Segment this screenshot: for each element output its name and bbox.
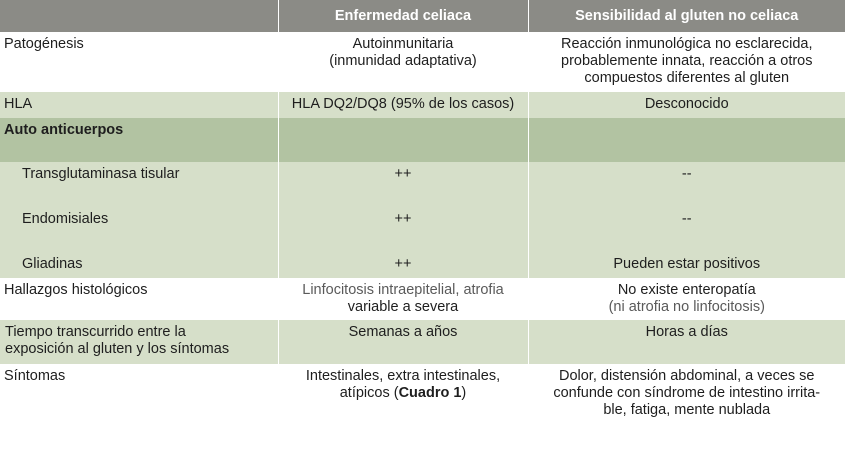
table-row-endomisiales (0, 207, 845, 252)
cell-line: Autoinmunitaria (352, 36, 454, 52)
row-label (0, 320, 278, 364)
header-empty (0, 0, 278, 32)
cuadro-reference: Cuadro 1 (398, 385, 462, 401)
cell-line: probablemente innata, reacción a otros (561, 53, 813, 69)
text-segment: ) (461, 385, 467, 401)
cell-celiaca: Semanas a años (278, 320, 528, 364)
header-celiaca: Enfermedad celiaca (278, 0, 528, 32)
table-row-hla (0, 92, 845, 118)
cell-line (283, 385, 524, 402)
cell-empty (278, 118, 528, 162)
cell-empty (528, 118, 845, 162)
table-row-patogenesis (0, 32, 845, 92)
table-row-sintomas (0, 364, 845, 426)
cell-celiaca: ++ (278, 162, 528, 207)
table-row-transglutaminasa (0, 162, 845, 207)
table-row-tiempo (0, 320, 845, 364)
header-ncgs: Sensibilidad al gluten no celiaca (528, 0, 845, 32)
cell-ncgs (528, 32, 845, 92)
row-label: Transglutaminasa tisular (0, 162, 278, 207)
table-row-histologia (0, 278, 845, 320)
row-label: Endomisiales (0, 207, 278, 252)
cell-line: compuestos diferentes al gluten (584, 70, 790, 86)
row-label: Gliadinas (0, 252, 278, 278)
label-line: exposición al gluten y los síntomas (5, 341, 230, 357)
section-label: Auto anticuerpos (0, 118, 278, 162)
label-line: Tiempo transcurrido entre la (5, 324, 186, 340)
cell-celiaca (278, 364, 528, 426)
cell-line: Intestinales, extra intestinales, (305, 368, 501, 384)
cell-line: confunde con síndrome de intestino irrita- (553, 385, 821, 401)
cell-ncgs: -- (528, 207, 845, 252)
section-row-autoanticuerpos (0, 118, 845, 162)
row-label: Hallazgos histológicos (0, 278, 278, 320)
row-label: Patogénesis (0, 32, 278, 92)
cell-celiaca: ++ (278, 252, 528, 278)
cell-line: variable a severa (347, 299, 459, 315)
cell-ncgs: Horas a días (528, 320, 845, 364)
table-header-row (0, 0, 845, 32)
cell-ncgs (528, 364, 845, 426)
row-label: HLA (0, 92, 278, 118)
cell-celiaca (278, 278, 528, 320)
table-row-gliadinas (0, 252, 845, 278)
cell-line: Reacción inmunológica no esclarecida, (561, 36, 813, 52)
cell-celiaca (278, 32, 528, 92)
cell-ncgs: Pueden estar positivos (528, 252, 845, 278)
cell-celiaca: ++ (278, 207, 528, 252)
cell-line: (inmunidad adaptativa) (329, 53, 477, 69)
cell-ncgs: -- (528, 162, 845, 207)
text-segment: atípicos ( (339, 385, 399, 401)
cell-line: (ni atrofia no linfocitosis) (608, 299, 765, 315)
cell-ncgs (528, 278, 845, 320)
row-label: Síntomas (0, 364, 278, 426)
cell-line: Linfocitosis intraepitelial, atrofia (302, 282, 504, 298)
cell-ncgs: Desconocido (528, 92, 845, 118)
cell-line: No existe enteropatía (617, 282, 756, 298)
cell-celiaca: HLA DQ2/DQ8 (95% de los casos) (278, 92, 528, 118)
cell-line: ble, fatiga, mente nublada (603, 402, 771, 418)
cell-line: Dolor, distensión abdominal, a veces se (558, 368, 815, 384)
